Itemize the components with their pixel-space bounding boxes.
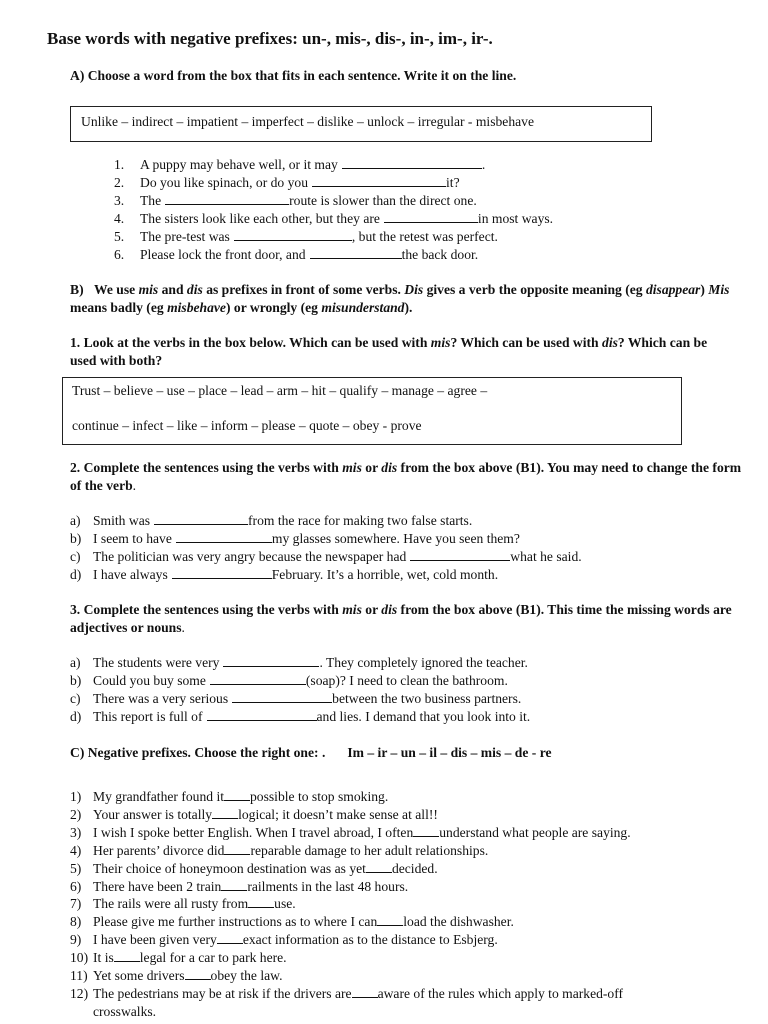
answer-blank[interactable] [224,842,250,855]
sentence-item [70,788,631,806]
sentence-item [70,690,530,708]
answer-blank[interactable] [210,672,306,685]
text: ? Which can be used with both? [70,335,708,368]
item-number: 2) [70,806,82,822]
item-text: I wish I spoke better English. When I travel abroad, I often [93,824,414,840]
answer-blank[interactable] [176,530,272,543]
sentence-item [70,672,530,690]
item-text-end: use. [274,896,296,912]
item-text: Your answer is totally [93,806,213,822]
sentence-item [70,931,631,949]
section-a-heading: A) Choose a word from the box that fits in each sentence. Write it on the line. [70,68,517,83]
item-text: This report is full of [93,708,203,724]
item-number: 5) [70,860,82,876]
item-text: My grandfather found it [93,789,224,804]
text: dis [381,460,398,475]
answer-blank[interactable] [413,824,439,837]
sentence-item [70,654,530,672]
text: or [361,602,382,617]
item-number: 5. [114,228,125,244]
item-text: It is [93,950,114,966]
verbs-box [62,377,682,445]
item-number: a) [70,655,81,670]
sentence-item [114,174,553,192]
item-text-end: railments in the last 48 hours. [247,878,409,894]
item-number: 7) [70,896,82,912]
item-text-end: the back door. [401,246,479,262]
item-number: 10) [70,950,89,966]
text: . [181,620,185,635]
sentence-item [114,228,553,246]
item-number: d) [70,566,82,582]
text: misunderstand [321,300,405,315]
text: as prefixes in front of some verbs. [202,282,405,297]
item-number: 11) [70,968,88,984]
item-number: 1. [114,157,125,172]
answer-blank[interactable] [114,949,140,962]
item-text: Her parents’ divorce did [93,842,225,858]
question-b2 [70,459,742,495]
item-number: 9) [70,932,82,948]
sentence-item [70,967,631,985]
sentence-item [70,913,631,931]
prefix-options: Im – ir – un – il – dis – mis – de - re [347,745,552,760]
item-number: 3) [70,824,82,840]
answer-blank[interactable] [234,228,352,241]
item-text: The students were very [93,655,220,670]
answer-blank[interactable] [165,192,289,205]
sentence-item [70,512,582,530]
question-b3-list [70,654,530,726]
sentence-item [114,210,553,228]
verbs-line-1: Trust – believe – use – place – lead – arm – hit – qualify – manage – agree – [72,383,488,398]
text: dis [186,282,203,297]
text: from the box above (B1). This time the missing words are adjectives or nouns [70,602,732,635]
sentence-item [70,895,631,913]
item-text: Could you buy some [93,672,206,688]
item-number: c) [70,548,81,564]
sentence-item [70,949,631,967]
item-text: The pedestrians may be at risk if the drivers are [93,985,352,1001]
item-text-end: . They completely ignored the teacher. [319,655,528,670]
sentence-item [70,985,631,1003]
sentence-item [70,860,631,878]
item-text-end: understand what people are saying. [439,824,631,840]
page-title: Base words with negative prefixes: un-, mis-, dis-, in-, im-, ir-. [47,29,493,48]
text: mis [342,460,362,475]
item-text: The pre-test was [140,228,230,244]
item-text-end: load the dishwasher. [403,914,514,930]
answer-blank[interactable] [224,788,250,801]
item-text: The politician was very angry because the newspaper had [93,548,407,564]
text: ) or wrongly (eg [225,300,322,315]
item-number: a) [70,513,81,528]
text: Mis [708,282,730,297]
answer-blank[interactable] [185,967,211,980]
item-text-end: from the race for making two false starts. [248,513,473,528]
item-text-end: it? [446,174,460,190]
item-number: 2. [114,174,125,190]
answer-blank[interactable] [212,806,238,819]
text: 1. Look at the verbs in the box below. Which can be used with [70,335,431,350]
item-text-end: possible to stop smoking. [250,789,389,804]
item-number: d) [70,708,82,724]
sentence-item [70,842,631,860]
text: ). [404,300,413,315]
sentence-item [114,156,553,174]
item-number: 1) [70,789,82,804]
section-c-heading [70,744,552,762]
sentence-item [70,566,582,584]
item-text: A puppy may behave well, or it may [140,157,338,172]
item-text: The sisters look like each other, but they are [140,210,380,226]
text: mis [430,335,451,350]
item-number: 4) [70,842,82,858]
item-text-end: in most ways. [477,210,554,226]
item-text: Please lock the front door, and [140,246,306,262]
text: disappear [645,282,701,297]
text: ) [700,282,709,297]
item-text-end: , but the retest was perfect. [351,228,498,244]
answer-blank[interactable] [248,895,274,908]
answer-blank[interactable] [312,174,446,187]
answer-blank[interactable] [223,654,319,667]
section-b-intro [70,281,730,317]
sentence-item [114,192,553,210]
item-text-end: February. It’s a horrible, wet, cold month. [271,566,499,582]
item-text-end: reparable damage to her adult relationships. [250,842,489,858]
answer-blank[interactable] [207,708,317,721]
item-number: c) [70,690,81,706]
section-b-label: B) [70,282,84,297]
item-text: Their choice of honeymoon destination was as yet [93,860,366,876]
answer-blank[interactable] [377,913,403,926]
question-b3 [70,601,742,637]
text: or [361,460,382,475]
item-text: Yet some drivers [93,968,185,984]
sentence-item [70,708,530,726]
item-text: There have been 2 train [93,878,222,894]
answer-blank[interactable] [172,566,272,579]
text: misbehave [167,300,226,315]
item-number: b) [70,672,82,688]
item-number: b) [70,530,82,546]
text: and [158,282,187,297]
item-text: Smith was [93,513,151,528]
item-text-end: my glasses somewhere. Have you seen them? [271,530,520,546]
answer-blank[interactable] [310,246,402,259]
text: 2. Complete the sentences using the verbs with [70,460,343,475]
item-text-end: exact information as to the distance to Esbjerg. [242,932,498,948]
question-b1 [70,334,730,370]
section-c-last-line: crosswalks. [93,1004,157,1019]
sentence-item [70,878,631,896]
section-a-list [114,156,553,263]
item-number: 8) [70,914,82,930]
sentence-item [70,806,631,824]
text: 3. Complete the sentences using the verbs with [70,602,343,617]
item-text-end: . [481,157,486,172]
item-text-end: (soap)? I need to clean the bathroom. [305,672,508,688]
item-number: 6) [70,878,82,894]
answer-blank[interactable] [384,210,478,223]
answer-blank[interactable] [221,878,247,891]
answer-blank[interactable] [217,931,243,944]
sentence-item [70,530,582,548]
text: C) Negative prefixes. Choose the right one: . [70,745,326,760]
text: from the box above (B1). You may need to change the form of the verb [70,460,742,493]
text: . [132,478,137,493]
sentence-item [114,246,553,264]
item-text: Do you like spinach, or do you [140,174,309,190]
text: dis [602,335,618,350]
item-text-end: decided. [391,860,438,876]
section-c-list [70,788,631,1003]
item-number: 12) [70,985,89,1001]
item-text: The rails were all rusty from [93,896,249,912]
answer-blank[interactable] [410,548,510,561]
text: We use [94,282,139,297]
item-text: Please give me further instructions as to where I can [93,914,378,930]
question-b2-list [70,512,582,584]
text: means badly (eg [70,300,168,315]
item-text-end: logical; it doesn’t make sense at all!! [238,806,438,822]
text: mis [342,602,362,617]
item-number: 6. [114,246,125,262]
answer-blank[interactable] [154,512,248,525]
answer-blank[interactable] [232,690,332,703]
answer-blank[interactable] [366,860,392,873]
text: ? Which can be used with [450,335,603,350]
item-text-end: route is slower than the direct one. [289,192,477,208]
sentence-item [70,548,582,566]
word-box [70,106,652,142]
answer-blank[interactable] [352,985,378,998]
text: dis [381,602,398,617]
item-text-end: and lies. I demand that you look into it. [316,708,531,724]
item-text-end: between the two business partners. [332,690,522,706]
item-number: 3. [114,192,125,208]
item-text: There was a very serious [93,690,229,706]
item-text: I have been given very [93,932,217,948]
item-text-end: obey the law. [210,968,283,984]
sentence-item [70,824,631,842]
verbs-line-2: continue – infect – like – inform – please – quote – obey - prove [72,418,422,433]
answer-blank[interactable] [342,156,482,169]
item-text-end: aware of the rules which apply to marked-off [377,985,624,1001]
item-text: I seem to have [93,530,172,546]
text: mis [138,282,159,297]
text: gives a verb the opposite meaning (eg [423,282,646,297]
item-text: I have always [93,566,168,582]
item-text-end: legal for a car to park here. [139,950,287,966]
text: Dis [404,282,424,297]
item-text: The [140,192,162,208]
word-box-text: Unlike – indirect – impatient – imperfect – dislike – unlock – irregular - misbehave [81,114,534,129]
item-text-end: what he said. [510,548,582,564]
item-number: 4. [114,210,125,226]
